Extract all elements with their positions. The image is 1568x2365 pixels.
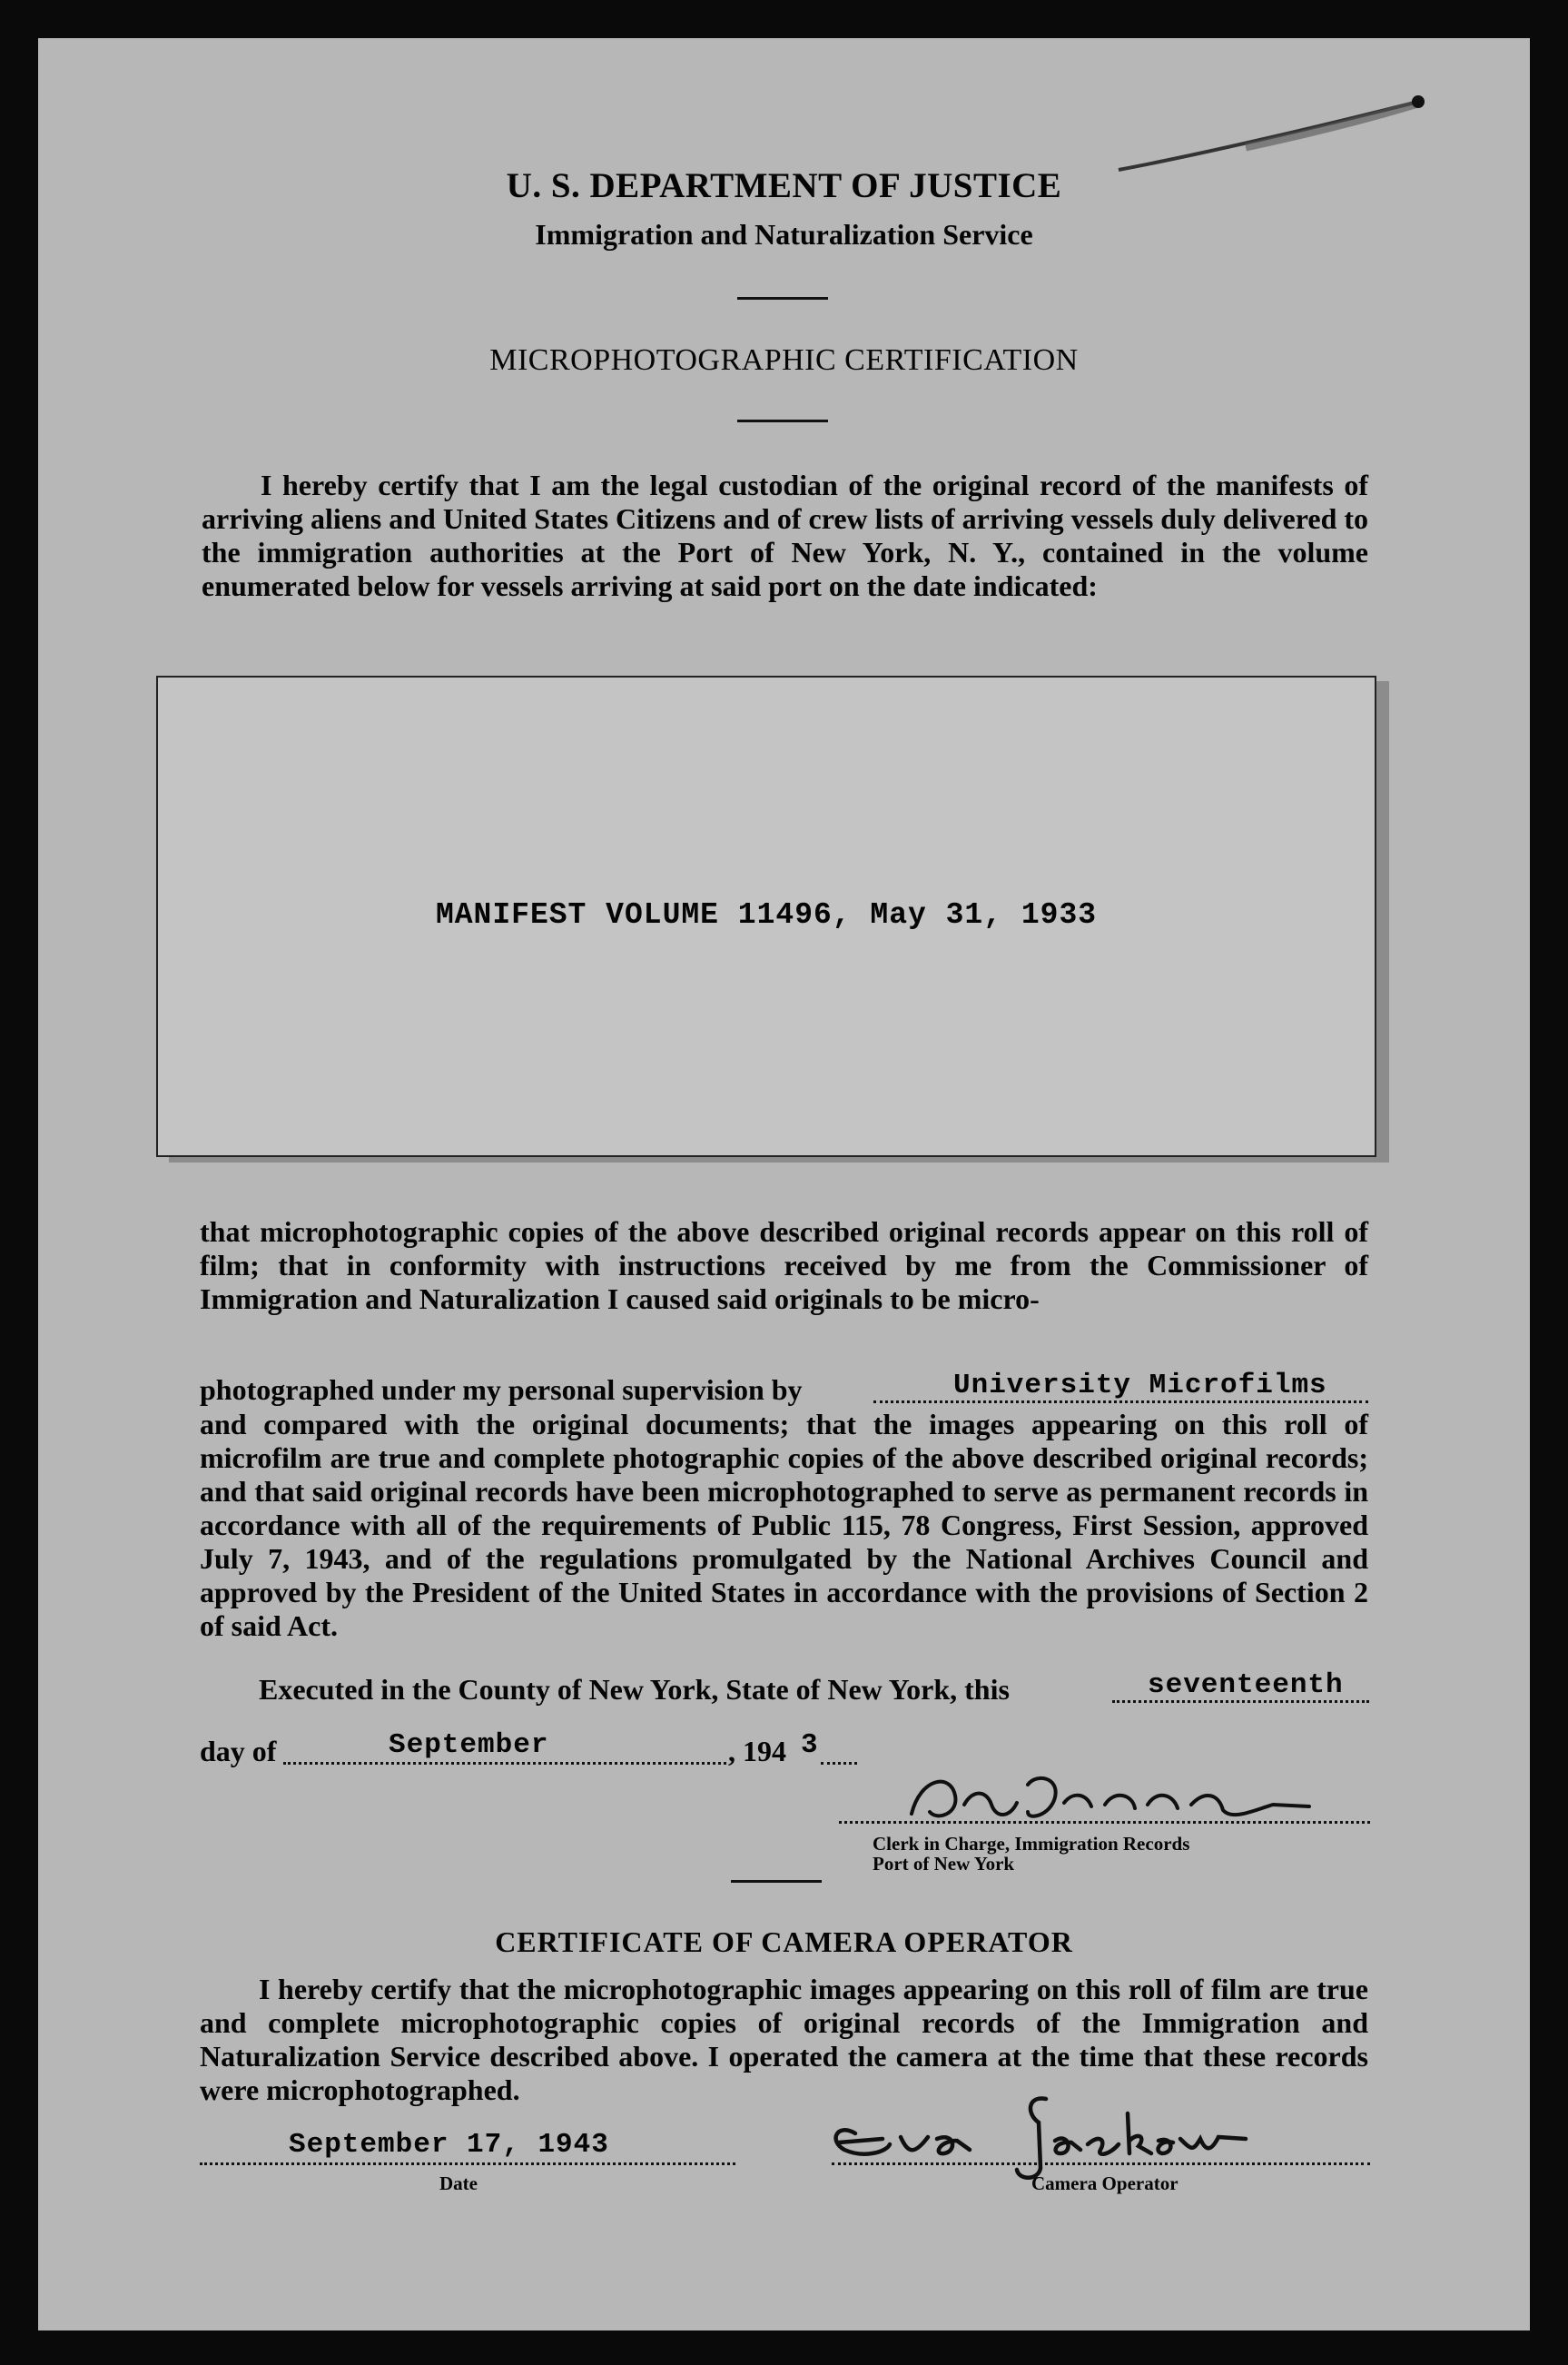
intro-paragraph: I hereby certify that I am the legal custodian of the original record of the manifests of arriving aliens and United States Citizens and of crew lists of arriving vessels duly delivered to the immigration authorities at the Port of New York, N. Y., contained in the volume enumerated below for vessels arriving at said port on the date indicated: bbox=[202, 469, 1369, 602]
year-value: 3 bbox=[801, 1729, 819, 1761]
document-page bbox=[38, 38, 1530, 2330]
section-title: MICROPHOTOGRAPHIC CERTIFICATION bbox=[489, 343, 1079, 377]
clerk-signature bbox=[901, 1768, 1364, 1836]
divider bbox=[737, 297, 828, 300]
date-caption: Date bbox=[439, 2172, 478, 2194]
divider bbox=[731, 1880, 822, 1883]
day-of-label: day of bbox=[200, 1735, 277, 1767]
camera-operator-title: CERTIFICATE OF CAMERA OPERATOR bbox=[495, 1925, 1073, 1958]
supervision-label: photographed under my personal supervision by bbox=[200, 1373, 803, 1406]
clerk-signature-line bbox=[839, 1821, 1370, 1824]
clerk-caption-line2: Port of New York bbox=[873, 1853, 1015, 1875]
volume-card bbox=[156, 676, 1376, 1157]
month-value: September bbox=[389, 1729, 549, 1761]
date-line bbox=[200, 2162, 735, 2165]
clerk-caption-line1: Clerk in Charge, Immigration Records bbox=[873, 1833, 1190, 1855]
signature-line bbox=[832, 2162, 1370, 2165]
department-heading: U. S. DEPARTMENT OF JUSTICE bbox=[506, 166, 1062, 205]
year-prefix: , 194 bbox=[728, 1735, 786, 1767]
executed-label: Executed in the County of New York, State of New York, this bbox=[259, 1673, 1010, 1706]
body-paragraph-start: that microphotographic copies of the above described original records appear on this roll of film; that in conformity with instructions received by me from the Commissioner of Immigration and Naturalization I caused said originals to be micro- bbox=[200, 1215, 1368, 1315]
camera-operator-signature bbox=[801, 2086, 1273, 2186]
executed-day-value: seventeenth bbox=[1148, 1669, 1344, 1701]
fill-line bbox=[821, 1762, 857, 1765]
operator-date-value: September 17, 1943 bbox=[289, 2129, 609, 2161]
divider bbox=[737, 420, 828, 422]
fill-line bbox=[283, 1762, 726, 1765]
signature-caption: Camera Operator bbox=[1031, 2172, 1178, 2194]
camera-operator-paragraph: I hereby certify that the microphotographic images appearing on this roll of film are true and complete microphotographic copies of original records of the Immigration and Naturalization Service described above. I operated the camera at the time that these records were microphotographed. bbox=[200, 1973, 1368, 2106]
supervisor-value: University Microfilms bbox=[953, 1370, 1327, 1401]
service-subheading: Immigration and Naturalization Service bbox=[535, 218, 1033, 251]
body-paragraph-end: and compared with the original documents; that the images appearing on this roll of microfilm are true and complete photographic copies of the above described original records; and that said original records have been microphotographed to serve as permanent records in accordance with all of the requirements of Public 115, 78 Congress, First Session, approved July 7, 1943, and of the regulations promulgated by the National Archives Council and approved by the President of the United States in accordance with the provisions of Section 2 of said Act. bbox=[200, 1408, 1368, 1642]
volume-label: MANIFEST VOLUME 11496, May 31, 1933 bbox=[435, 898, 1098, 932]
